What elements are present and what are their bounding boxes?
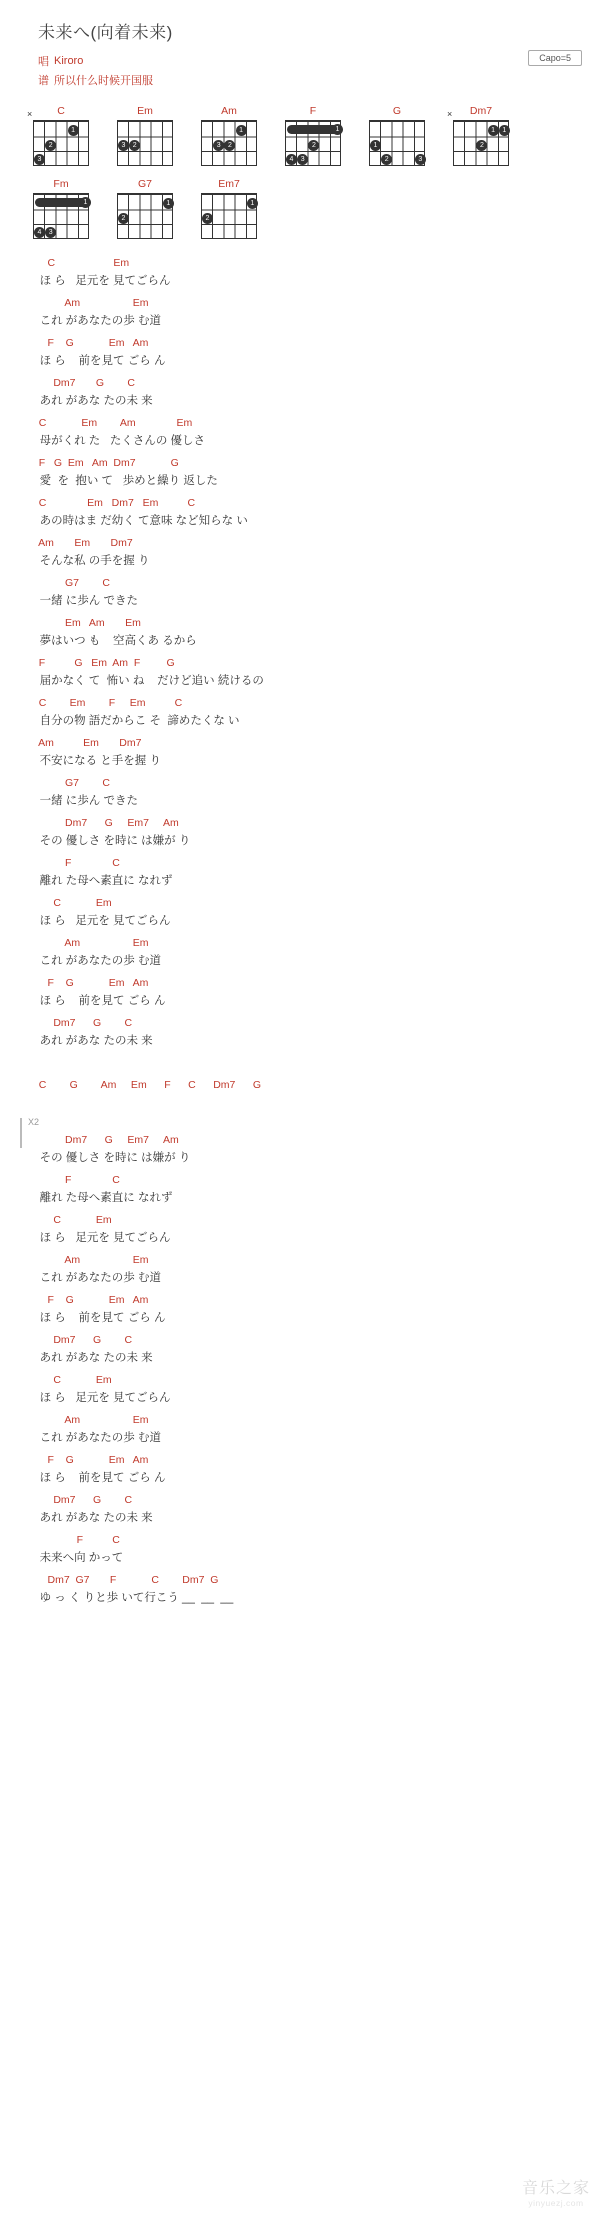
finger-dot: 1 <box>68 125 79 136</box>
chord-diagram-fm <box>30 178 92 239</box>
finger-dot: 1 <box>370 140 381 151</box>
finger-dot: 2 <box>45 140 56 151</box>
watermark-title: 音乐之家 <box>521 2180 590 2197</box>
capo-badge: Capo=5 <box>528 50 582 66</box>
chord-fretboard <box>117 193 173 239</box>
finger-dot: 1 <box>247 198 258 209</box>
lyric-line: 届かなく て 怖い ね だけど追い 続けるの <box>30 675 264 687</box>
chord-line: G7 C <box>30 777 110 789</box>
section-spacer <box>0 1094 604 1116</box>
chord-line: Dm7 G Em7 Am <box>30 817 179 829</box>
chord-fretboard <box>117 120 173 166</box>
finger-dot: 4 <box>286 154 297 165</box>
chord-line: F G Em Am Dm7 G <box>30 457 179 469</box>
watermark <box>522 2175 590 2208</box>
arranger-row <box>38 72 604 88</box>
chord-diagram-dm7 <box>447 105 512 166</box>
chord-fretboard <box>201 120 257 166</box>
chord-fretboard <box>201 193 257 239</box>
finger-dot: 2 <box>308 140 319 151</box>
chord-fretboard <box>285 120 341 166</box>
chord-line: Am Em Dm7 <box>30 737 142 749</box>
chord-diagram-em <box>114 105 176 166</box>
lyric-line: 愛 を 抱い て 歩めと繰り 返した <box>30 475 218 487</box>
chord-line: Dm7 G C <box>30 377 136 389</box>
finger-number: 1 <box>80 197 91 208</box>
chord-fretboard <box>369 120 425 166</box>
muted-string-icon: × <box>27 109 33 119</box>
chord-diagram-f <box>282 105 344 166</box>
chord-line: C Em F Em C <box>30 697 183 709</box>
chord-line: F C <box>30 857 120 869</box>
finger-dot: 2 <box>381 154 392 165</box>
chord-line: C Em <box>30 1374 112 1386</box>
finger-dot: 3 <box>213 140 224 151</box>
section-spacer <box>0 1057 604 1079</box>
chord-line: F G Em Am <box>30 977 149 989</box>
finger-dot: 3 <box>45 227 56 238</box>
finger-dot: 1 <box>163 198 174 209</box>
chord-line: C Em Am Em <box>30 417 193 429</box>
chord-diagram-g7 <box>114 178 176 239</box>
lyric-line: 母がくれ た たくさんの 優しさ <box>30 435 206 447</box>
chord-diagram-name: G <box>392 105 402 117</box>
chord-line: F C <box>30 1534 120 1546</box>
lyric-line: これ があなたの歩 む道 <box>30 1272 161 1284</box>
finger-dot: 1 <box>499 125 510 136</box>
chord-diagram-name: C <box>57 105 65 117</box>
chord-diagram-name: Am <box>221 105 237 117</box>
lyric-line: これ があなたの歩 む道 <box>30 955 161 967</box>
chord-diagram-am <box>198 105 260 166</box>
chord-line: F G Em Am <box>30 337 149 349</box>
chord-line: Am Em <box>30 937 149 949</box>
chord-fretboard <box>27 109 89 166</box>
finger-number: 1 <box>332 124 343 135</box>
chord-diagram-name: F <box>309 105 317 117</box>
finger-dot: 2 <box>476 140 487 151</box>
chord-diagram-name: Em <box>137 105 153 117</box>
finger-dot: 2 <box>224 140 235 151</box>
chord-line: Dm7 G7 F C Dm7 G <box>30 1574 219 1586</box>
chord-diagram-em7 <box>198 178 260 239</box>
chord-line: F C <box>30 1174 120 1186</box>
finger-dot: 1 <box>488 125 499 136</box>
arranger-value: 所以什么时候开国服 <box>54 75 153 87</box>
chord-diagram-row-2 <box>30 178 604 239</box>
lyric-line: ほ ら 前を見て ごら ん <box>30 1312 166 1324</box>
chord-line: Am Em <box>30 1254 149 1266</box>
lyric-line: ゆ っ く りと歩 いて行こう __ __ __ <box>30 1592 234 1604</box>
chord-line: Dm7 G C <box>30 1017 133 1029</box>
chord-line: Am Em <box>30 297 149 309</box>
repeat-marker <box>0 1116 604 1134</box>
chord-line: C Em <box>30 257 130 269</box>
chord-diagram-name: G7 <box>137 178 152 190</box>
lyric-line: これ があなたの歩 む道 <box>30 315 161 327</box>
chord-line: F G Em Am <box>30 1294 149 1306</box>
chord-line: C Em <box>30 1214 112 1226</box>
singer-label: 唱 <box>38 56 49 68</box>
lyric-line: あれ があな たの未 来 <box>30 1352 153 1364</box>
watermark-url: yinyuezj.com <box>528 2198 584 2208</box>
lyric-line: 未来へ向 かって <box>30 1552 124 1564</box>
lyric-line: あれ があな たの未 来 <box>30 1512 153 1524</box>
lyric-line: 不安になる と手を握 り <box>30 755 161 767</box>
lyric-line: 離れ た母へ素直に なれず <box>30 1192 173 1204</box>
lyric-line: その 優しさ を時に は嫌が り <box>30 1152 191 1164</box>
lyric-line: ほ ら 前を見て ごら ん <box>30 995 166 1007</box>
finger-dot: 2 <box>129 140 140 151</box>
lyric-line: ほ ら 足元を 見てごらん <box>30 915 171 927</box>
chord-line: F G Em Am F G <box>30 657 175 669</box>
page-title: 未来へ(向着未来) <box>38 23 173 42</box>
lyric-line: ほ ら 前を見て ごら ん <box>30 355 166 367</box>
chord-diagram-name: Em7 <box>218 178 240 190</box>
chord-line: Dm7 G C <box>30 1334 133 1346</box>
chord-fretboard <box>33 193 89 239</box>
chord-diagram-row-1 <box>27 105 604 166</box>
finger-dot: 3 <box>118 140 129 151</box>
finger-dot: 3 <box>34 154 45 165</box>
muted-string-icon: × <box>447 109 453 119</box>
chord-line: G7 C <box>30 577 110 589</box>
chord-diagram-name: Fm <box>53 178 69 190</box>
lyric-line: あれ があな たの未 来 <box>30 395 153 407</box>
lyric-line: ほ ら 足元を 見てごらん <box>30 1392 171 1404</box>
repeat-label: X2 <box>28 1117 40 1127</box>
chord-line: Dm7 G C <box>30 1494 133 1506</box>
finger-dot: 3 <box>297 154 308 165</box>
lyric-line: 一緒 に歩ん できた <box>30 595 138 607</box>
finger-dot: 4 <box>34 227 45 238</box>
finger-dot: 1 <box>236 125 247 136</box>
arranger-label: 谱 <box>38 75 49 87</box>
lyric-line: 自分の物 語だからこ そ 諦めたくな い <box>30 715 240 727</box>
song-meta <box>0 53 604 88</box>
lyric-line: そんな私 の手を握 り <box>30 555 150 567</box>
chord-line: C Em Dm7 Em C <box>30 497 196 509</box>
chord-line: Am Em Dm7 <box>30 537 133 549</box>
chord-line: Em Am Em <box>30 617 141 629</box>
lyrics-body <box>0 251 604 1614</box>
chord-line: Am Em <box>30 1414 149 1426</box>
chord-diagram-name: Dm7 <box>469 105 493 117</box>
lyric-line: ほ ら 足元を 見てごらん <box>30 1232 171 1244</box>
finger-dot: 3 <box>415 154 426 165</box>
lyric-line: これ があなたの歩 む道 <box>30 1432 161 1444</box>
finger-dot: 2 <box>202 213 213 224</box>
chord-diagram-c <box>27 105 92 166</box>
singer-value: Kiroro <box>54 55 84 67</box>
lyric-line: 夢はいつ も 空高くあ るから <box>30 635 197 647</box>
lyric-line: 離れ た母へ素直に なれず <box>30 875 173 887</box>
finger-dot: 2 <box>118 213 129 224</box>
lyric-line: あの時はま だ幼く て意味 など知らな い <box>30 515 248 527</box>
singer-row <box>38 53 604 69</box>
chord-line: C Em <box>30 897 112 909</box>
lyric-line: ほ ら 前を見て ごら ん <box>30 1472 166 1484</box>
chord-line: Dm7 G Em7 Am <box>30 1134 179 1146</box>
lyric-line: 一緒 に歩ん できた <box>30 795 138 807</box>
lyric-line: あれ があな たの未 来 <box>30 1035 153 1047</box>
chord-diagram-area <box>0 91 604 239</box>
lyric-line: その 優しさ を時に は嫌が り <box>30 835 191 847</box>
chord-line: F G Em Am <box>30 1454 149 1466</box>
interlude-chord-line: C G Am Em F C Dm7 G <box>30 1079 262 1091</box>
chord-diagram-g <box>366 105 428 166</box>
lyric-line: ほ ら 足元を 見てごらん <box>30 275 171 287</box>
